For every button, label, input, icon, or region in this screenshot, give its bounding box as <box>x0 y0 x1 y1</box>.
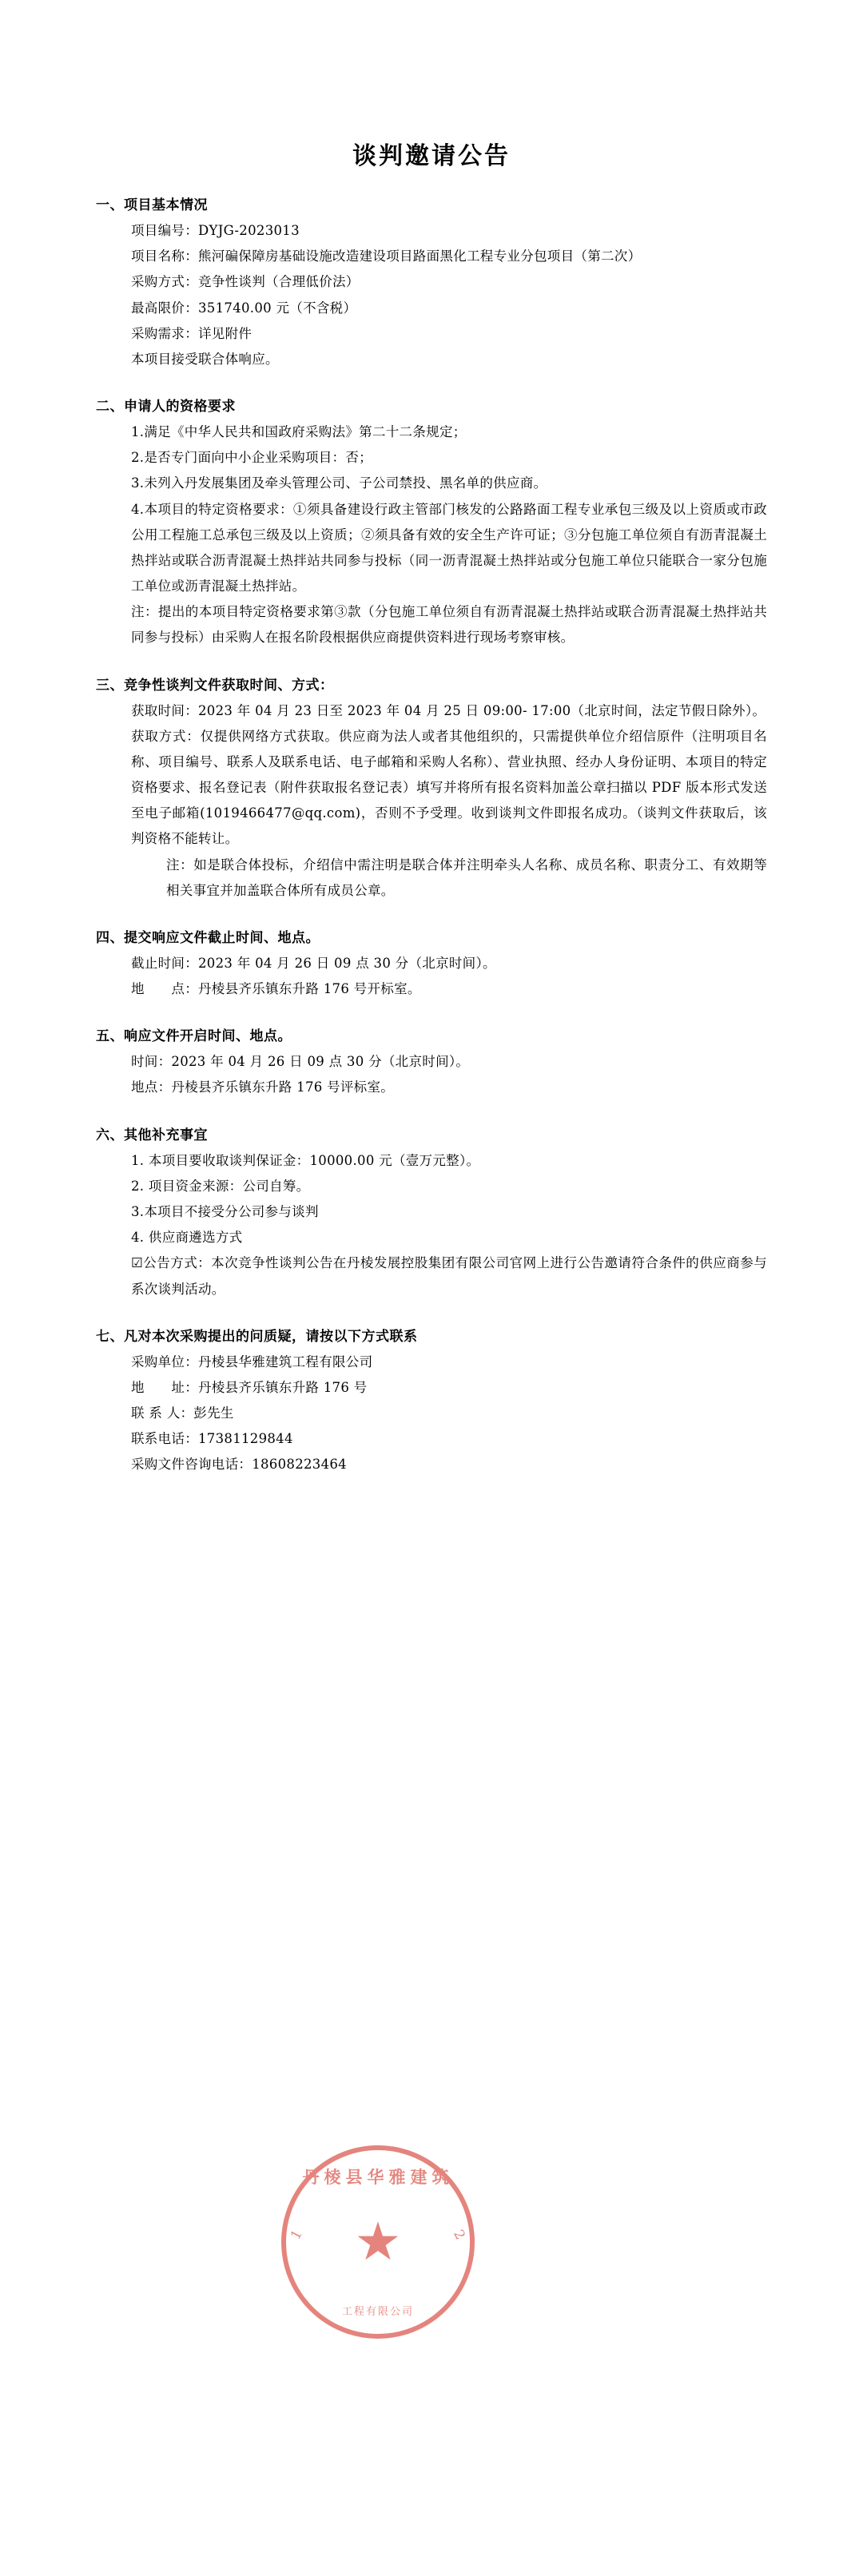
qualification-item-2: 2.是否专门面向中小企业采购项目：否； <box>131 450 372 466</box>
stamp-right-text: 2 <box>450 2227 468 2243</box>
price-cap: 最高限价：351740.00 元（不含税） <box>131 300 357 316</box>
contact-unit: 采购单位：丹棱县华雅建筑工程有限公司 <box>131 1354 373 1369</box>
section-heading-submission-deadline: 四、提交响应文件截止时间、地点。 <box>96 929 320 946</box>
procurement-demand: 采购需求：详见附件 <box>131 325 253 341</box>
section-heading-document-access: 三、竞争性谈判文件获取时间、方式： <box>96 677 334 694</box>
access-note: 注：如是联合体投标，介绍信中需注明是联合体并注明牵头人名称、成员名称、职责分工、有效期等相关事宜并加盖联合体所有成员公章。 <box>166 857 767 898</box>
qualification-item-1: 1.满足《中华人民共和国政府采购法》第二十二条规定； <box>131 424 467 440</box>
section-heading-contact: 七、凡对本次采购提出的问质疑，请按以下方式联系 <box>96 1328 418 1345</box>
other-item-1: 1. 本项目要收取谈判保证金：10000.00 元（壹万元整）。 <box>131 1152 480 1168</box>
section-heading-other: 六、其他补充事宜 <box>96 1127 208 1143</box>
document-page <box>0 136 863 2576</box>
access-method: 获取方式：仅提供网络方式获取。供应商为法人或者其他组织的，只需提供单位介绍信原件（注明项目名称、项目编号、联系人及联系电话、电子邮箱和采购人名称）、营业执照、经办人身份证明、本项目的特定资格要求、报名登记表（附件获取报名登记表）填写并将所有报名资料加盖公章扫描以 PDF 版本形式发送至电子邮箱(1019466477@qq.com)，否则不予受理。收到谈判文件即报名成功。（谈判文件获取后，该判资格不能转让。 <box>131 728 767 847</box>
procurement-method: 采购方式：竞争性谈判（合理低价法） <box>131 274 360 290</box>
page-title: 谈判邀请公告 <box>352 142 511 170</box>
project-name: 项目名称：熊河碥保障房基础设施改造建设项目路面黑化工程专业分包项目（第二次） <box>131 248 642 264</box>
submission-deadline-place: 地 点：丹棱县齐乐镇东升路 176 号开标室。 <box>131 981 421 997</box>
qualification-item-3: 3.未列入丹发展集团及牵头管理公司、子公司禁投、黑名单的供应商。 <box>131 475 547 491</box>
opening-time: 时间：2023 年 04 月 26 日 09 点 30 分（北京时间）。 <box>131 1054 470 1070</box>
qualification-note: 注：提出的本项目特定资格要求第③款（分包施工单位须自有沥青混凝土热拌站或联合沥青混凝土热拌站共同参与投标）由采购人在报名阶段根据供应商提供资料进行现场考察审核。 <box>131 604 767 646</box>
stamp-top-text: 丹棱县华雅建筑 <box>302 2167 454 2187</box>
stamp-left-text: 1 <box>288 2227 306 2243</box>
company-seal-stamp <box>281 2145 475 2339</box>
star-icon: ★ <box>354 2211 402 2272</box>
opening-place: 地点：丹棱县齐乐镇东升路 176 号评标室。 <box>131 1079 395 1095</box>
document-inquiry-phone: 采购文件咨询电话：18608223464 <box>131 1457 347 1473</box>
contact-person: 联 系 人：彭先生 <box>131 1405 234 1421</box>
other-item-5: ☑公告方式：本次竞争性谈判公告在丹棱发展控股集团有限公司官网上进行公告邀请符合条件的供应商参与系次谈判活动。 <box>131 1255 767 1297</box>
stamp-bottom-text: 工程有限公司 <box>341 2306 414 2318</box>
other-item-4: 4. 供应商遴选方式 <box>131 1230 243 1246</box>
section-heading-basic-info: 一、项目基本情况 <box>96 197 208 213</box>
project-number: 项目编号：DYJG-2023013 <box>131 223 300 238</box>
consortium-note: 本项目接受联合体响应。 <box>131 351 279 367</box>
qualification-item-4: 4.本项目的特定资格要求：①须具备建设行政主管部门核发的公路路面工程专业承包三级及以上资质或市政公用工程施工总承包三级及以上资质；②须具备有效的安全生产许可证；③分包施工单位须自有沥青混凝土热拌站或联合沥青混凝土热拌站共同参与投标（同一沥青混凝土热拌站或分包施工单位只能联合一家分包施工单位或沥青混凝土热拌站。 <box>131 501 767 594</box>
section-heading-opening: 五、响应文件开启时间、地点。 <box>96 1028 292 1045</box>
section-heading-qualifications: 二、申请人的资格要求 <box>96 399 236 415</box>
contact-address: 地 址：丹棱县齐乐镇东升路 176 号 <box>131 1379 368 1395</box>
contact-phone: 联系电话：17381129844 <box>131 1431 293 1447</box>
access-time: 获取时间：2023 年 04 月 23 日至 2023 年 04 月 25 日 09:00- 17:00（北京时间，法定节假日除外）。 <box>131 702 766 718</box>
other-item-2: 2. 项目资金来源：公司自筹。 <box>131 1178 310 1194</box>
submission-deadline-time: 截止时间：2023 年 04 月 26 日 09 点 30 分（北京时间）。 <box>131 955 496 971</box>
other-item-3: 3.本项目不接受分公司参与谈判 <box>131 1203 319 1219</box>
